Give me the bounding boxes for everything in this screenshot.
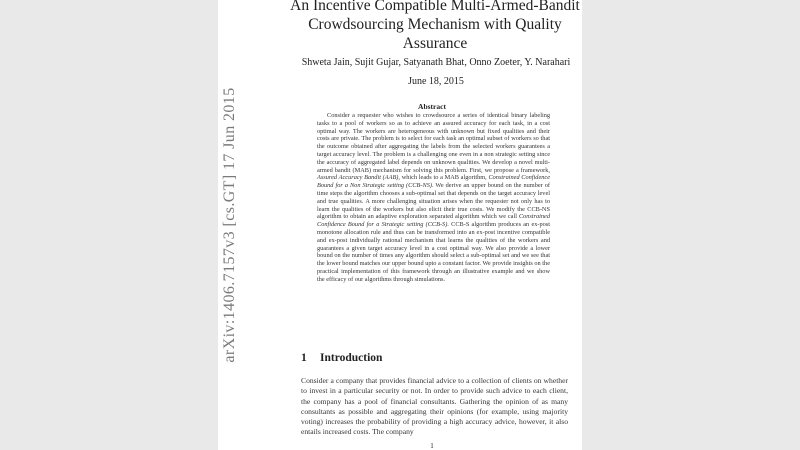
paper-date: June 18, 2015 [408,76,464,87]
abstract-heading: Abstract [418,102,446,111]
paper-title: An Incentive Compatible Multi-Armed-Bandit Crowdsourcing Mechanism with Quality Assurance [290,0,580,52]
abstract-text-part-2: , which leads to a MAB algorithm, [398,174,489,182]
abstract-term-aab: Assured Accuracy Bandit (AAB) [317,174,399,182]
page-number: 1 [430,442,434,450]
section-heading-introduction [301,352,382,364]
introduction-paragraph: Consider a company that provides financial advice to a collection of clients on whether to invest in a particular security or not. In order to provide such advice to each client, the company has a pool of financial consultants. Gathering the opinion of as many consultants as possible and aggregating their opinions (for example, using majority voting) increases the probability of providing a high accuracy advice, however, it also entails increased costs. The company [301,376,568,437]
viewer-margin-left [0,0,218,450]
arxiv-identifier-stamp: arXiv:1406.7157v3 [cs.GT] 17 Jun 2015 [221,87,238,363]
abstract-term-ccb-s: Constrained Confidence Bound for a Strategic setting (CCB-S) [317,213,550,229]
abstract-term-ccb-ns: Constrained Confidence Bound for a Non Strategic setting (CCB-NS) [317,174,550,190]
abstract-text-part-3: . We derive an upper bound on the number of time steps the algorithm chooses a sub-optimal set that depends on the target accuracy level and true qualities. A more challenging situation arises when the requester not only has to learn the qualities of the workers but also elicit their true costs. We modify the CCB-NS algorithm to obtain an adaptive exploration separated algorithm which we call [317,182,550,221]
abstract-text-part-1: Consider a requester who wishes to crowdsource a series of identical binary labeling tasks to a pool of workers so as to achieve an assured accuracy for each task, in a cost optimal way. The workers are heterogeneous with unknown but fixed qualities and their costs are private. The problem is to select for each task an optimal subset of workers so that the outcome obtained after aggregating the labels from the selected workers guarantees a target accuracy level. The problem is a challenging one even in a non strategic setting since the accuracy of aggregated label depends on unknown qualities. We develop a novel multi-armed bandit (MAB) mechanism for solving this problem. First, we propose a framework, [317,112,550,174]
section-title-text: Introduction [320,352,383,364]
abstract-text-part-4: . CCB-S algorithm produces an ex-post monotone allocation rule and thus can be transformed into an ex-post incentive compatible and ex-post individually rational mechanism that learns the qualities of the workers and guarantees a given target accuracy level in a cost optimal way. We also provide a lower bound on the number of times any algorithm should select a sub-optimal set and we see that the lower bound matches our upper bound upto a constant factor. We provide insights on the practical implementation of this framework through an illustrative example and we show the efficacy of our algorithms through simulations. [317,221,550,283]
abstract-text [317,112,550,284]
section-number: 1 [301,352,307,364]
paper-authors: Shweta Jain, Sujit Gujar, Satyanath Bhat, Onno Zoeter, Y. Narahari [301,57,571,68]
